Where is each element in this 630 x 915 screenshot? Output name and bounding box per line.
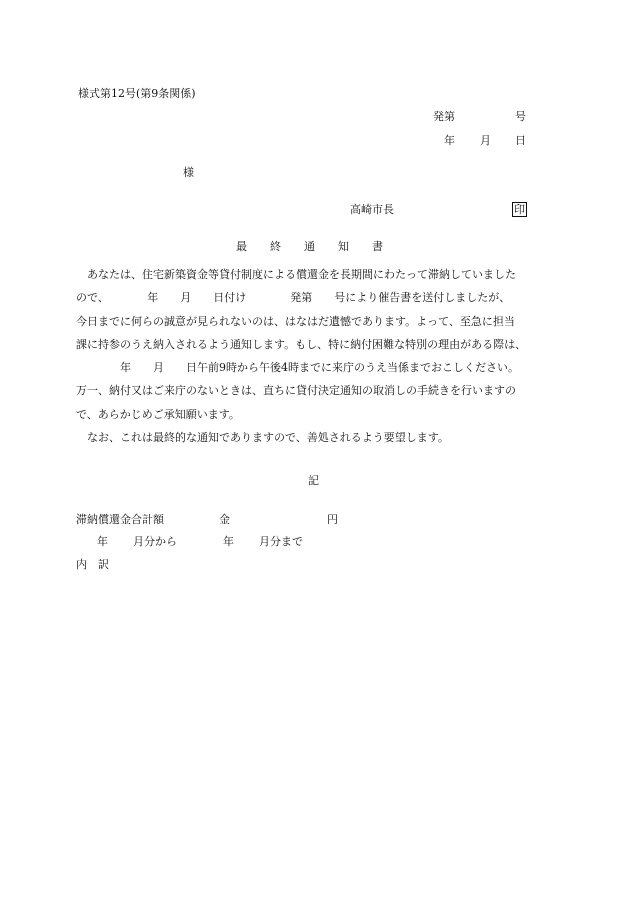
total-amount-yen: 円 [327, 513, 338, 526]
seal-mark: 印 [514, 203, 525, 216]
body-paragraph [76, 267, 554, 453]
body-line: 今日までに何らの誠意が見られないのは、はなはだ遺憾であります。よって、至急に担当 [76, 314, 515, 328]
issue-number-label: 発第 [433, 110, 455, 123]
title-char: 書 [372, 240, 383, 253]
period-year-from: 年 [97, 535, 108, 548]
body-line: あなたは、住宅新築資金等貸付制度による償還金を長期間にわたって滞納していました [76, 268, 516, 281]
ki-heading: 記 [308, 474, 319, 487]
period-month-to: 月分まで [259, 535, 303, 548]
title-char: 通 [304, 240, 315, 253]
sender-title: 高崎市長 [350, 203, 394, 216]
body-line: 万一、納付又はご来庁のないときは、直ちに貸付決定通知の取消しの手続きを行いますの [76, 384, 516, 398]
title-char: 最 [236, 240, 247, 253]
document-title [236, 241, 406, 252]
total-amount-kin: 金 [219, 513, 230, 526]
body-line: で、あらかじめご承知願います。 [76, 407, 240, 421]
period-line [97, 536, 303, 547]
period-month-from: 月分から [133, 535, 177, 548]
body-line: 年 月 日午前9時から午後4時までに来庁のうえ当係までおこしください。 [76, 361, 519, 375]
body-line: ので、 年 月 日付け 発第 号により催告書を送付しましたが、 [76, 291, 511, 305]
issue-number-suffix: 号 [515, 110, 526, 123]
total-amount-label: 滞納償還金合計額 [76, 513, 164, 526]
date-year-label: 年 [444, 134, 455, 147]
body-line: 課に持参のうえ納入されるよう通知します。もし、特に納付困難な特別の理由がある際は、 [76, 337, 527, 351]
title-char: 知 [338, 240, 349, 253]
period-year-to: 年 [223, 535, 234, 548]
form-number-label: 様式第12号(第9条関係) [78, 87, 196, 100]
addressee-honorific: 様 [183, 166, 194, 179]
title-char: 終 [270, 240, 281, 253]
date-day-label: 日 [515, 134, 526, 147]
breakdown-label: 内 訳 [76, 558, 109, 571]
date-month-label: 月 [480, 134, 491, 147]
body-line: なお、これは最終的な通知でありますので、善処されるよう要望します。 [76, 431, 449, 445]
